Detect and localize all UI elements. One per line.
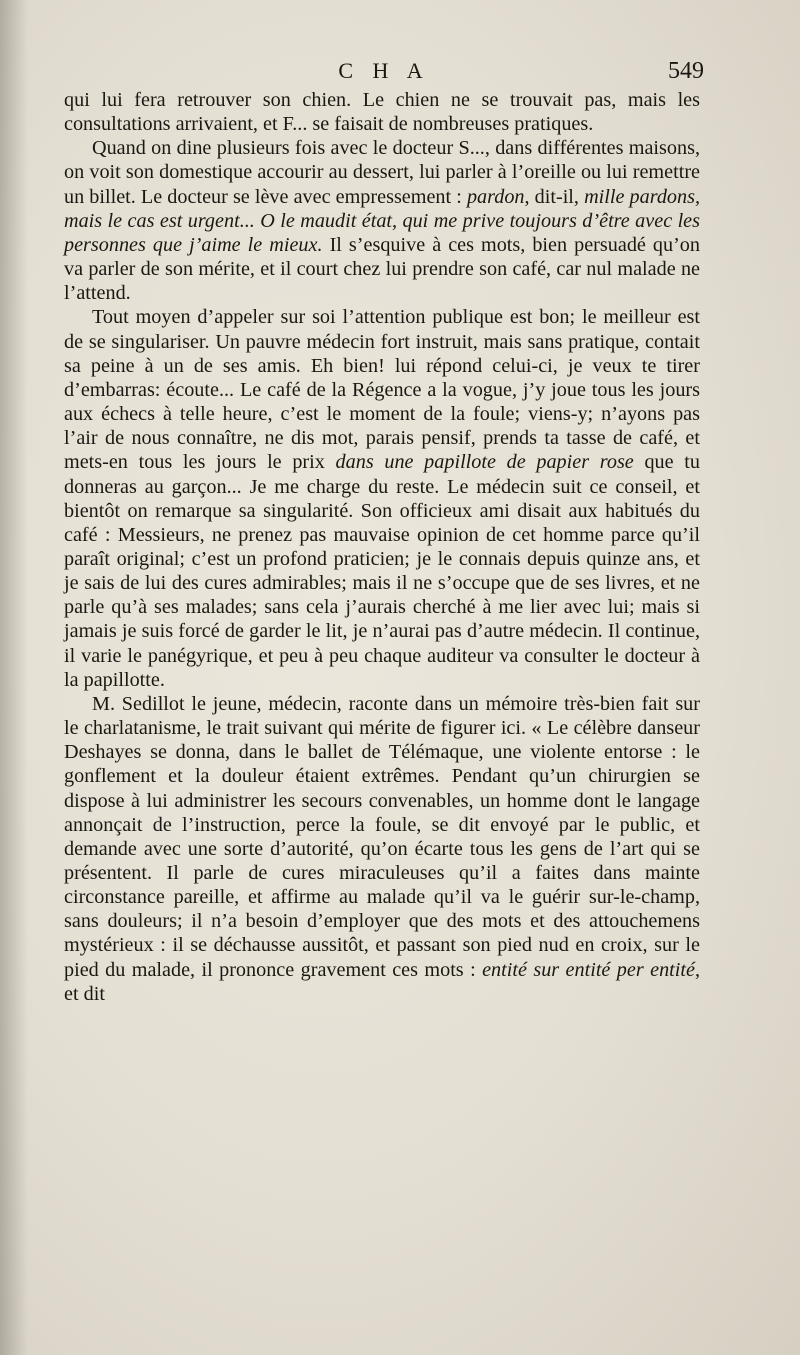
italic-segment: pardon: [466, 185, 525, 208]
italic-segment: mille pardons, mais le cas est urgent... O le maudit état, qui me prive toujours d’être avec les personnes que j’aime le mieux.: [64, 185, 701, 256]
body-text: [64, 88, 700, 1006]
text-segment: M. Sedillot le jeune, médecin, raconte dans un mémoire très-bien fait sur le charlatanisme, le trait suivant qui mérite de figurer ici. « Le célèbre danseur Deshayes se donna, dans le ballet de Télémaque, une violente entorse : le gonflement et la douleur étaient extrêmes. Pendant qu’un chirurgien se dispose à lui administrer les secours convenables, un homme dont le langage annonçait de l’instruction, perce la foule, se dit envoyé par le public, et demande avec une sorte d’autorité, qu’on écarte tous les gens de l’art qui se présentent. Il parle de cures miraculeuses qu’il a faites dans mainte circonstance pareille, et affirme au malade qu’il va le guérir sur-le-champ, sans douleurs; il n’a besoin d’employer que des mots et des attouchemens mystérieux : il se déchausse aussitôt, et passant son pied nud en croix, sur le pied du malade, il prononce gravement ces mots :: [64, 692, 700, 981]
text-segment: Il s’esquive à ces mots, bien persuadé qu’on va parler de son mérite, et il court chez lui prendre son café, car nul malade ne l’attend.: [64, 233, 700, 305]
paragraph-3: [64, 305, 700, 692]
paragraph-1: [64, 88, 700, 136]
page-number: 549: [668, 58, 704, 84]
italic-segment: entité sur entité per entité: [482, 958, 695, 981]
text-segment: Quand on dine plusieurs fois avec le docteur S..., dans différentes maisons, on voit son domestique accourir au dessert, lui parler à l’oreille ou lui remettre un billet. Le docteur se lève avec empressement :: [64, 137, 700, 208]
italic-segment: dans une papillote de papier rose: [335, 451, 634, 474]
paragraph-2: [64, 136, 700, 305]
text-segment: que tu donneras au garçon... Je me charge du reste. Le médecin suit ce conseil, et bientôt on remarque sa singularité. Son officieux ami disait aux habitués du café : Messieurs, ne prenez pas mauvaise opinion de cet homme parce qu’il paraît original; c’est un profond praticien; je le connais depuis quinze ans, et je sais de lui des cures admirables; mais il ne s’occupe que de ses livres, et ne parle qu’à ses malades; sans cela j’aurais cherché à me lier avec lui; mais si jamais je suis forcé de garder le lit, je n’aurai pas d’autre médecin. Il continue, il varie le panégyrique, et peu à peu chaque auditeur va consulter le docteur à la papillotte.: [64, 451, 700, 691]
gutter-shadow: [0, 0, 28, 1355]
running-head: C H A: [338, 58, 430, 83]
text-segment: , dit-il,: [524, 185, 585, 208]
text-segment: qui lui fera retrouver son chien. Le chien ne se trouvait pas, mais les consultations arrivaient, et F... se faisait de nombreuses pratiques.: [64, 89, 700, 136]
page-header: [64, 58, 704, 90]
text-segment: , et dit: [64, 958, 700, 1005]
paragraph-4: [64, 692, 700, 1006]
text-segment: Tout moyen d’appeler sur soi l’attention publique est bon; le meilleur est de se singulariser. Un pauvre médecin fort instruit, mais sans pratique, contait sa peine à un de ses amis. Eh bien! lui répond celui-ci, je veux te tirer d’embarras: écoute... Le café de la Régence a la vogue, j’y joue tous les jours aux échecs à telle heure, c’est le moment de la foule; viens-y; n’ayons pas l’air de nous connaître, ne dis mot, parais pensif, prends ta tasse de café, et mets-en tous les jours le prix: [64, 306, 700, 474]
